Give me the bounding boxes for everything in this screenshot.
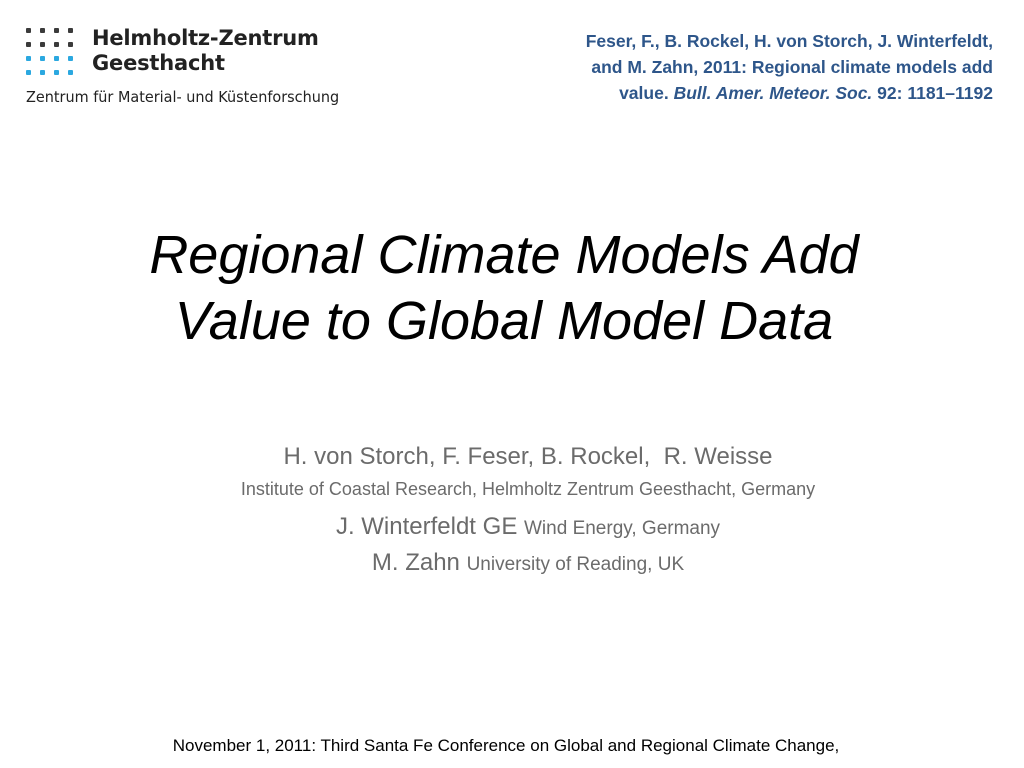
citation-reference (433, 28, 993, 106)
author-winterfeldt (0, 510, 1024, 546)
author-block (0, 440, 1024, 582)
zahn-affiliation: University of Reading, UK (466, 554, 685, 575)
logo-name-line2: Geesthacht (92, 51, 225, 75)
logo-institution-name (92, 26, 319, 76)
logo-name-line1: Helmholtz-Zentrum (92, 26, 319, 50)
logo-dots-icon (26, 28, 78, 76)
winterfeldt-name: J. Winterfeldt GE (335, 513, 518, 540)
citation-authors: Feser, F., B. Rockel, H. von Storch, J. Winterfeldt, (585, 31, 993, 51)
winterfeldt-affiliation: Wind Energy, Germany (524, 518, 721, 539)
citation-source (433, 80, 993, 106)
slide-title (0, 222, 1008, 354)
citation-title: and M. Zahn, 2011: Regional climate models add (591, 57, 993, 77)
citation-journal: Bull. Amer. Meteor. Soc. (673, 83, 873, 103)
slide-title-line1: Regional Climate Models Add (149, 225, 859, 285)
author-names: H. von Storch, F. Feser, B. Rockel, R. Weisse (283, 443, 773, 470)
author-institute: Institute of Coastal Research, Helmholtz Zentrum Geesthacht, Germany (240, 479, 816, 499)
author-zahn (0, 546, 1024, 582)
helmholtz-logo (26, 26, 340, 112)
logo-subtitle: Zentrum für Material- und Küstenforschung (26, 88, 340, 106)
citation-volume-pages: 92: 1181–1192 (877, 83, 993, 103)
slide-footer: November 1, 2011: Third Santa Fe Conference on Global and Regional Climate Change, (172, 736, 840, 755)
slide-title-line2: Value to Global Model Data (174, 291, 834, 351)
citation-value-word: value. (619, 83, 669, 103)
zahn-name: M. Zahn (371, 549, 460, 576)
